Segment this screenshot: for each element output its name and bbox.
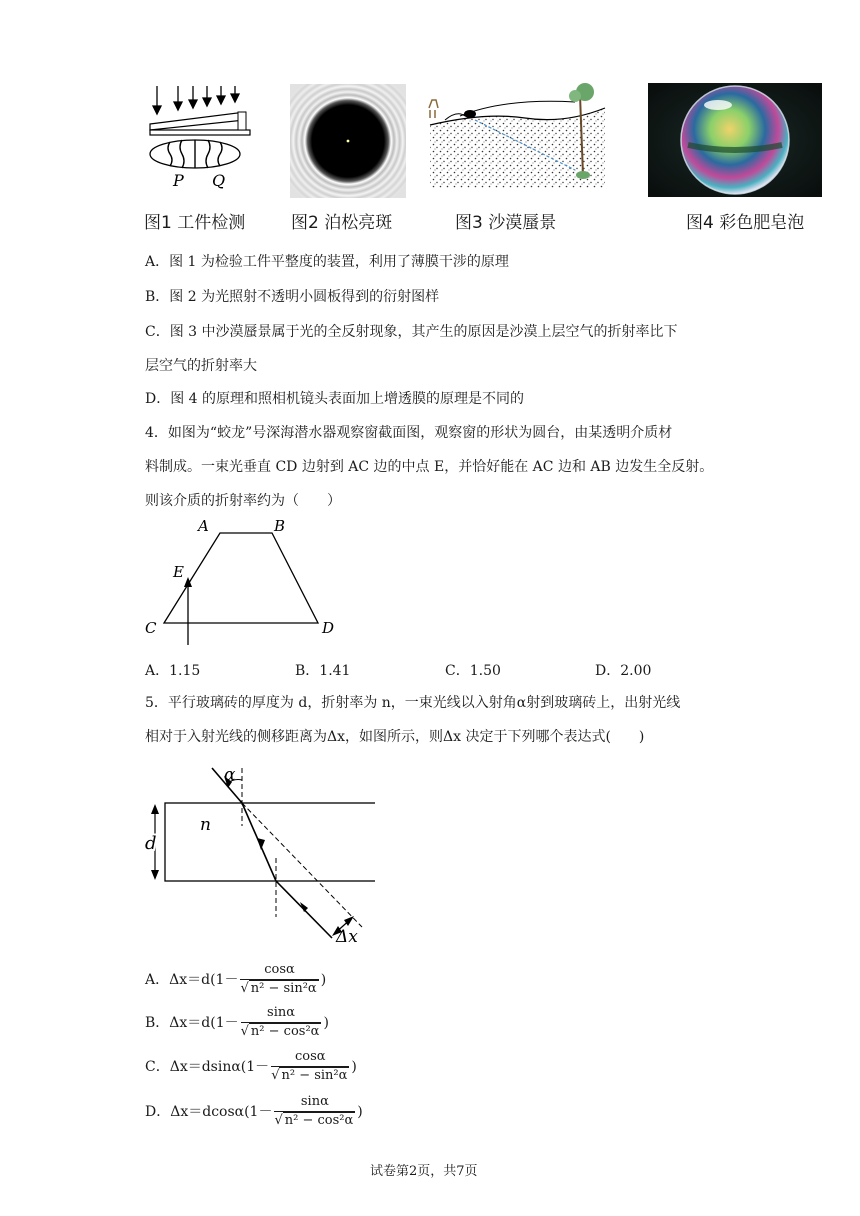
- q4-stem-line-1: 4．如图为“蛟龙”号深海潜水器观察窗截面图，观察窗的形状为圆台，由某透明介质材: [145, 425, 673, 441]
- q3-option-c-cont: 层空气的折射率大: [145, 358, 257, 374]
- q3-option-a: A．图 1 为检验工件平整度的装置，利用了薄膜干涉的原理: [145, 254, 509, 270]
- label-d: D: [322, 619, 335, 637]
- q4-option-d: D．2.00: [595, 663, 652, 679]
- label-p: P: [173, 171, 184, 190]
- q5-stem-line-1: 5．平行玻璃砖的厚度为 d，折射率为 n，一束光线以入射角α射到玻璃砖上，出射光线: [145, 695, 681, 711]
- q4-option-c: C．1.50: [445, 663, 501, 679]
- figure-2-poisson-spot: [290, 84, 406, 198]
- q5-stem-line-2: 相对于入射光线的侧移距离为Δx，如图所示，则Δx 决定于下列哪个表达式( ): [145, 729, 645, 745]
- q4-stem-line-2: 料制成。一束光垂直 CD 边射到 AC 边的中点 E，并恰好能在 AC 边和 AB 边发生全反射。: [145, 459, 714, 475]
- label-q: Q: [212, 171, 226, 190]
- q3-option-c: C．图 3 中沙漠蜃景属于光的全反射现象，其产生的原因是沙漠上层空气的折射率比下: [145, 324, 678, 340]
- figure-2-caption: 图2 泊松亮斑: [291, 213, 393, 233]
- label-n: n: [200, 815, 211, 835]
- figure-4-caption: 图4 彩色肥皂泡: [686, 213, 805, 233]
- q4-stem-line-3: 则该介质的折射率约为（ ）: [145, 493, 341, 509]
- q3-option-d: D．图 4 的原理和照相机镜头表面加上增透膜的原理是不同的: [145, 391, 525, 407]
- label-delta-x: Δx: [336, 927, 358, 947]
- figure-4-soap-bubble: [648, 83, 822, 197]
- label-a: A: [198, 517, 209, 535]
- q4-option-a: A．1.15: [145, 663, 201, 679]
- page-footer: 试卷第2页，共7页: [370, 1164, 478, 1179]
- figure-1-caption: 图1 工件检测: [144, 213, 246, 233]
- figure-3-desert-mirage: [425, 80, 610, 190]
- q5-option-b: B．Δx＝d(1－ $\frac{\sin\alpha}{\text{√ n² − cos²α}}$ ): [145, 1005, 329, 1039]
- label-alpha: α: [224, 765, 236, 785]
- label-e: E: [173, 563, 184, 581]
- q5-glass-slab-diagram: [140, 762, 375, 947]
- label-d: d: [145, 833, 157, 854]
- figure-1-workpiece-test: [140, 82, 260, 192]
- q5-option-c: C．Δx＝dsinα(1－ $\frac{\cos\alpha}{\text{√ n² − sin²α}}$ ): [145, 1049, 357, 1083]
- figure-3-caption: 图3 沙漠蜃景: [455, 213, 557, 233]
- q3-option-b: B．图 2 为光照射不透明小圆板得到的衍射图样: [145, 289, 440, 305]
- q4-trapezoid-diagram: [140, 515, 350, 647]
- label-b: B: [274, 517, 286, 535]
- q5-option-d: D．Δx＝dcosα(1－ $\frac{\sin\alpha}{\text{√ n² − cos²α}}$ ): [145, 1094, 363, 1128]
- q4-option-b: B．1.41: [295, 663, 351, 679]
- label-c: C: [145, 619, 157, 637]
- q5-option-a: A．Δx＝d(1－ $\frac{\cos\alpha}{\text{√ n² − sin²α}}$ ): [145, 962, 327, 996]
